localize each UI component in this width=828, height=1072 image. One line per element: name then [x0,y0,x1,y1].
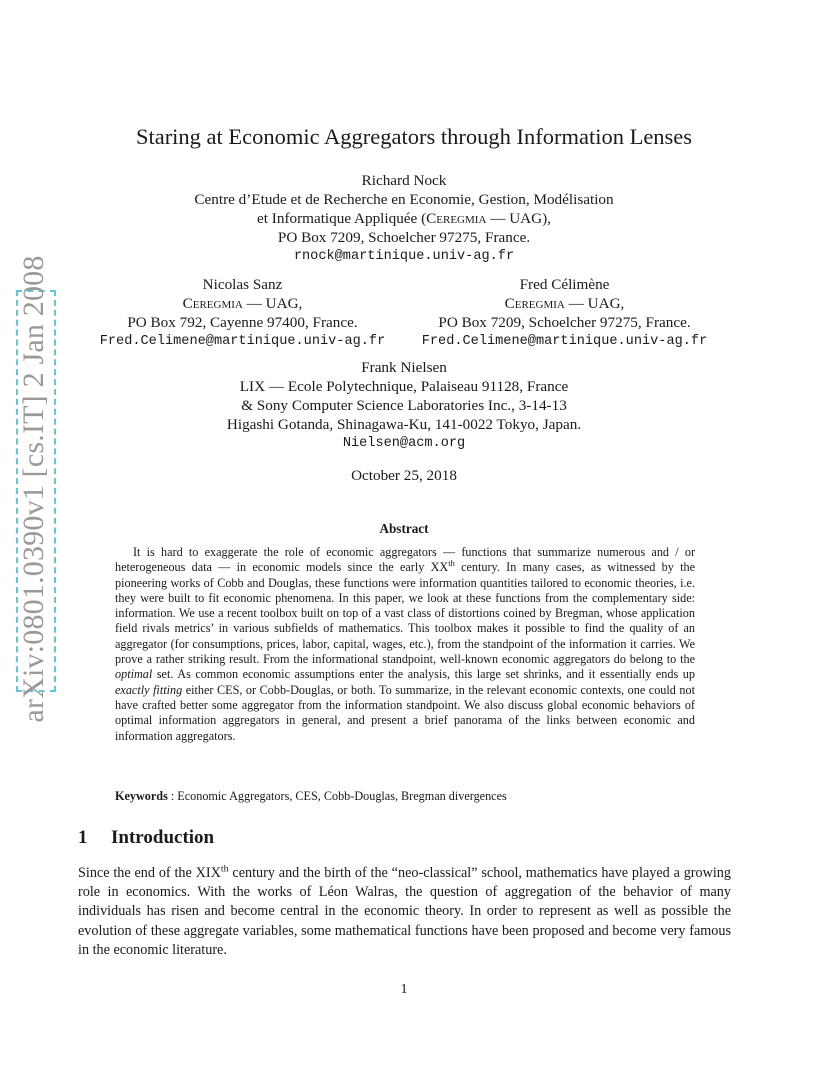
abstract-superscript: th [448,558,455,569]
author4-affiliation-line2: & Sony Computer Science Laboratories Inc., 3-14-13 [241,397,567,414]
author3-name: Fred Célimène [519,276,610,293]
intro-superscript: th [220,863,229,875]
author2-affil-post: — UAG, [242,295,303,312]
author4-email[interactable]: Nielsen@acm.org [342,436,466,451]
abstract-text-1: It is hard to exaggerate the role of economic aggregators — functions that summarize numerous and / or heterogeneous data — in economic models since the early XX [115,545,695,575]
author4-affiliation-line1: LIX — Ecole Polytechnique, Palaiseau 91128, France [239,378,569,395]
author4-name: Frank Nielsen [361,359,447,376]
abstract-emphasis-optimal: optimal [115,667,153,682]
intro-text-1: Since the end of the XIX [78,865,221,881]
author1-affiliation-line1: Centre d’Etude et de Recherche en Economie, Gestion, Modélisation [194,191,614,208]
author1-affil-pre: et Informatique Appliquée ( [257,210,427,227]
abstract-heading: Abstract [379,521,429,536]
abstract-body [115,545,695,744]
author1-name: Richard Nock [361,172,447,189]
keywords-label: Keywords [115,789,168,803]
page-number: 1 [400,982,408,997]
author1-email[interactable]: rnock@martinique.univ-ag.fr [293,249,515,264]
author3-affil-post: — UAG, [564,295,625,312]
section-number: 1 [78,827,88,848]
paper-title: Staring at Economic Aggregators through Information Lenses [135,124,693,149]
author3-email[interactable]: Fred.Celimene@martinique.univ-ag.fr [421,334,708,349]
author1-address: PO Box 7209, Schoelcher 97275, France. [277,229,531,246]
author3-address: PO Box 7209, Schoelcher 97275, France. [438,314,691,331]
author1-affiliation-line2 [0,209,808,228]
author2-address: PO Box 792, Cayenne 97400, France. [127,314,358,331]
author2-affil-org: Ceregmia [182,295,243,312]
author1-affil-post: — UAG), [486,210,551,227]
arxiv-identifier[interactable]: arXiv:0801.0390v1 [cs.IT] 2 Jan 2008 [17,255,50,723]
intro-text-2: century and the birth of the “neo-classical” school, mathematics have played a growing role in economics. With the works of Léon Walras, the question of aggregation of the behavior of many individuals has risen and become central in the economic theory. In order to represent as well as possible the evolution of these aggregate variables, some mathematical functions have been proposed and become very famous in the economic literature. [78,865,731,958]
keywords-separator: : [167,789,178,803]
author2-email[interactable]: Fred.Celimene@martinique.univ-ag.fr [99,334,386,349]
paper-date: October 25, 2018 [351,467,457,484]
introduction-paragraph [78,864,731,960]
author4-affiliation-line3: Higashi Gotanda, Shinagawa-Ku, 141-0022 Tokyo, Japan. [226,416,582,433]
section-heading [78,827,214,849]
section-title: Introduction [111,827,215,848]
keywords-text: Economic Aggregators, CES, Cobb-Douglas, Bregman divergences [177,789,507,803]
abstract-text-4: either CES, or Cobb-Douglas, or both. To summarize, in the relevant economic contexts, one could not have crafted better some aggregator from the information standpoint. We also discuss global economic behaviors of optimal information aggregators in general, and present a brief panorama of the links between economic and information aggregators. [115,682,695,743]
keywords [115,789,507,804]
author1-affil-org: Ceregmia [426,210,487,227]
author2-name: Nicolas Sanz [202,276,283,293]
abstract-text-2: century. In many cases, as witnessed by the pioneering works of Cobb and Douglas, these functions were information quantities tailored to economic theories, i.e. they were built to fit economic phenomena. In this paper, we look at these functions from the complementary side: information. We use a recent toolbox built on top of a vast class of distortions coined by Bregman, whose application field rivals metrics’ in various subfields of mathematics. This toolbox makes it possible to find the quality of an aggregator (for consumptions, prices, labor, capital, wages, etc.), from the standpoint of the information it carries. We prove a rather striking result. From the informational standpoint, well-known economic aggregators do belong to the [115,560,696,667]
abstract-text-3: set. As common economic assumptions enter the analysis, this large set shrinks, and it essentially ends up [152,667,695,682]
author3-affiliation [392,294,737,313]
author2-affiliation [70,294,415,313]
abstract-emphasis-exactly-fitting: exactly fitting [115,682,183,697]
author3-affil-org: Ceregmia [504,295,565,312]
